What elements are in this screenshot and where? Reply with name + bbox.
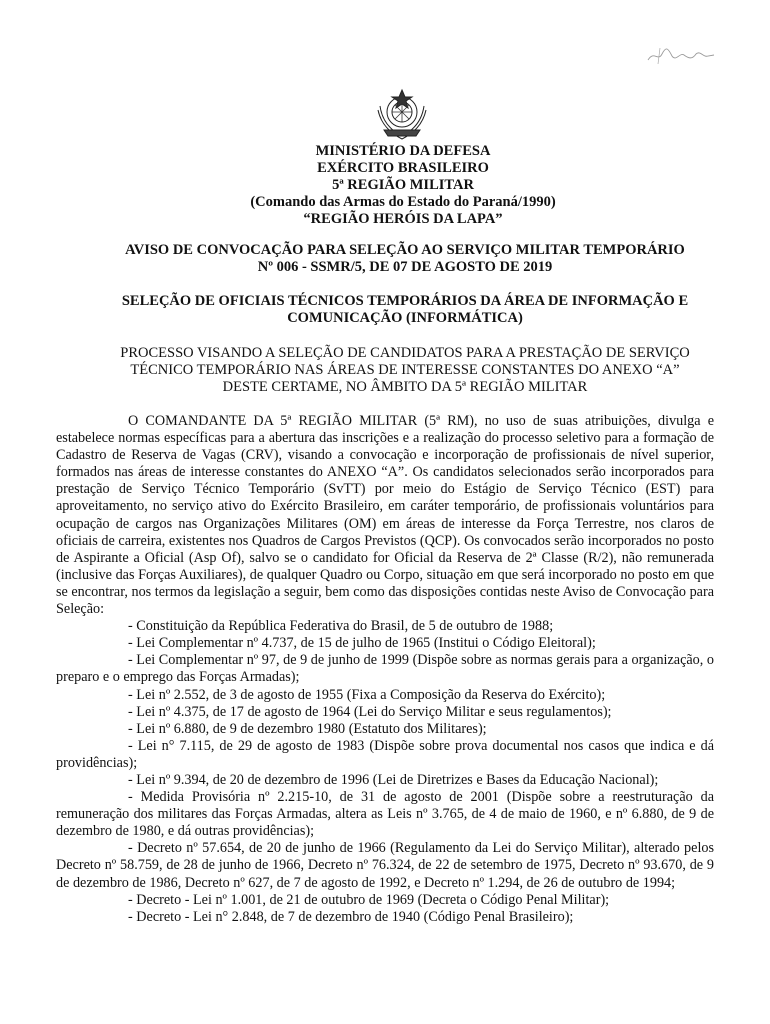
intro-paragraph: O COMANDANTE DA 5ª REGIÃO MILITAR (5ª RM), no uso de suas atribuições, divulga e estabelece normas específicas para a abertura das inscrições e a realização do processo seletivo para a formação de Cadastro de Reserva de Vagas (CRV), visando a convocação e incorporação de profissionais de nível superior, formados nas áreas de interesse constantes do ANEXO “A”. Os candidatos selecionados serão incorporados para prestação de Serviço Técnico Temporário (SvTT) por meio do Estágio de Serviço Técnico (EST) para aproveitamento, no serviço ativo do Exército Brasileiro, em caráter temporário, de profissionais voluntários para ocupação de cargos nas Organizações Militares (OM) em áreas de interesse da Força Terrestre, nos claros de oficiais de carreira, existentes nos Quadros de Cargos Previstos (QCP). Os convocados serão incorporados no posto de Aspirante a Oficial (Asp Of), salvo se o candidato for Oficial da Reserva de 2ª Classe (R/2), não remunerada (inclusive das Forças Auxiliares), de qualquer Quadro ou Corpo, situação em que será incorporado no posto em que se encontrar, nos termos da legislação a seguir, bem como das disposições contidas neste Aviso de Convocação para Seleção: [56, 413, 714, 618]
document-header [0, 143, 770, 228]
army-line: EXÉRCITO BRASILEIRO [317, 160, 489, 176]
legislation-item: - Lei n° 7.115, de 29 de agosto de 1983 (Dispõe sobre prova documental nos casos que indica e dá providências); [56, 737, 714, 771]
selection-line-2: COMUNICAÇÃO (INFORMÁTICA) [287, 310, 523, 326]
legislation-item: - Decreto - Lei nº 1.001, de 21 de outubro de 1969 (Decreta o Código Penal Militar); [128, 891, 610, 908]
legislation-item: - Lei Complementar nº 97, de 9 de junho de 1999 (Dispõe sobre as normas gerais para a organização, o preparo e o emprego das Forças Armadas); [56, 652, 714, 686]
command-line: (Comando das Armas do Estado do Paraná/1990) [250, 194, 556, 210]
legislation-item: - Lei nº 9.394, de 20 de dezembro de 1996 (Lei de Diretrizes e Bases da Educação Nacional); [128, 771, 659, 788]
coat-of-arms-icon [372, 86, 432, 144]
notice-number: Nº 006 - SSMR/5, DE 07 DE AGOSTO DE 2019 [257, 259, 553, 275]
notice-title-text: AVISO DE CONVOCAÇÃO PARA SELEÇÃO AO SERVIÇO MILITAR TEMPORÁRIO [125, 242, 685, 258]
ministry-line: MINISTÉRIO DA DEFESA [315, 143, 491, 159]
legislation-item: - Lei nº 4.375, de 17 de agosto de 1964 (Lei do Serviço Militar e seus regulamentos); [128, 703, 612, 720]
legislation-item: - Lei nº 2.552, de 3 de agosto de 1955 (Fixa a Composição da Reserva do Exército); [128, 686, 606, 703]
handwritten-signature [646, 44, 716, 66]
legislation-item: - Lei Complementar nº 4.737, de 15 de julho de 1965 (Institui o Código Eleitoral); [128, 635, 596, 652]
selection-title [84, 293, 726, 327]
region-line: 5ª REGIÃO MILITAR [332, 177, 474, 193]
process-title [84, 345, 726, 396]
document-body [56, 413, 714, 926]
legislation-item: - Lei nº 6.880, de 9 de dezembro 1980 (Estatuto dos Militares); [128, 720, 487, 737]
process-line-2: TÉCNICO TEMPORÁRIO NAS ÁREAS DE INTERESSE CONSTANTES DO ANEXO “A” [130, 362, 680, 378]
process-line-1: PROCESSO VISANDO A SELEÇÃO DE CANDIDATOS PARA A PRESTAÇÃO DE SERVIÇO [120, 345, 690, 361]
legislation-item: - Decreto nº 57.654, de 20 de junho de 1966 (Regulamento da Lei do Serviço Militar), alterado pelos Decreto nº 58.759, de 28 de junho de 1966, Decreto nº 76.324, de 22 de setembro de 1975, Decreto nº 93.670, de 9 de dezembro de 1986, Decreto nº 627, de 7 de agosto de 1992, e Decreto nº 1.294, de 26 de outubro de 1994; [56, 840, 714, 891]
notice-title [84, 242, 726, 276]
selection-line-1: SELEÇÃO DE OFICIAIS TÉCNICOS TEMPORÁRIOS DA ÁREA DE INFORMAÇÃO E [121, 293, 689, 309]
process-line-3: DESTE CERTAME, NO ÂMBITO DA 5ª REGIÃO MILITAR [222, 379, 588, 395]
legislation-item: - Constituição da República Federativa do Brasil, de 5 de outubro de 1988; [128, 618, 554, 635]
legislation-item: - Medida Provisória nº 2.215-10, de 31 de agosto de 2001 (Dispõe sobre a reestruturação da remuneração dos militares das Forças Armadas, altera as Leis nº 3.765, de 4 de maio de 1960, e nº 6.880, de 9 de dezembro de 1980, e dá outras providências); [56, 789, 714, 840]
motto-line: “REGIÃO HERÓIS DA LAPA” [303, 211, 503, 227]
legislation-item: - Decreto - Lei n° 2.848, de 7 de dezembro de 1940 (Código Penal Brasileiro); [128, 908, 574, 925]
